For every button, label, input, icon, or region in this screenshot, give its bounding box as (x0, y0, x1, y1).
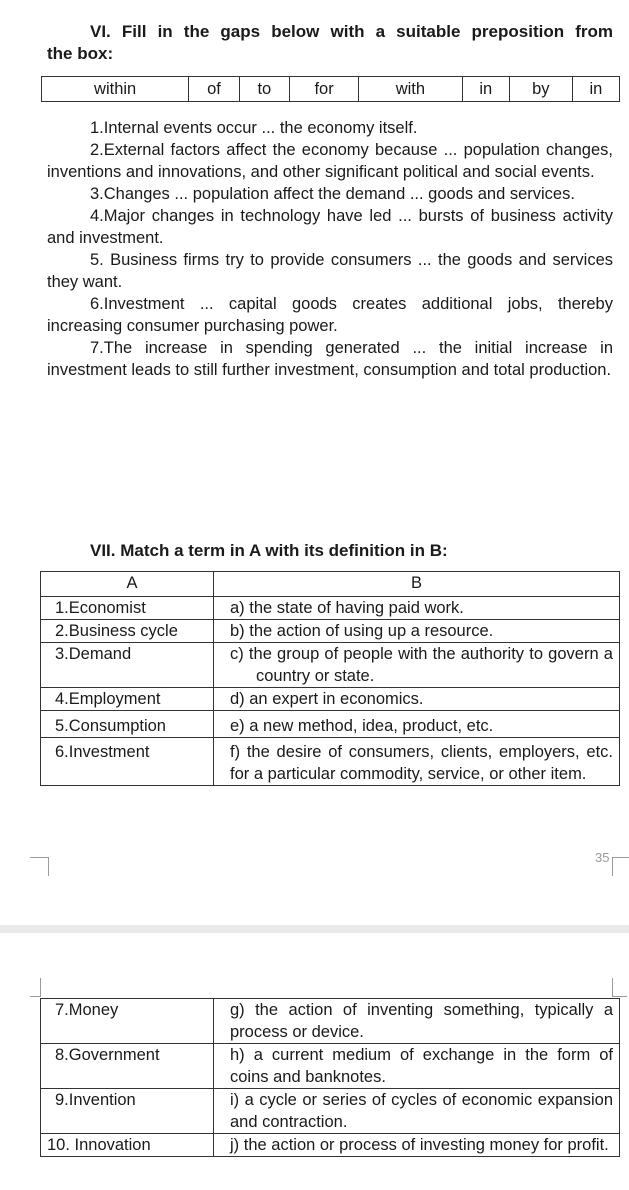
box-word: to (239, 77, 289, 102)
definition-text: c) the group of people with the authority to govern a country or state. (230, 645, 613, 685)
term-cell: 9.Invention (41, 1089, 214, 1134)
definition-cell (214, 999, 620, 1044)
definition-cell (214, 738, 620, 786)
definition-cell (214, 597, 620, 620)
definition-text: b) the action of using up a resource. (230, 622, 494, 640)
definition-text: h) a current medium of exchange in the form of coins and banknotes. (230, 1046, 613, 1086)
section-7-heading: VII. Match a term in A with its definition in B: (90, 541, 448, 560)
term-cell: 10. Innovation (41, 1134, 214, 1157)
definition-text: j) the action or process of investing money for profit. (230, 1136, 609, 1154)
table-row (41, 1089, 620, 1134)
definition-cell (214, 1134, 620, 1157)
page-two (0, 933, 629, 1190)
term-cell: 7.Money (41, 999, 214, 1044)
definition-cell (214, 688, 620, 711)
exercise-6-items (47, 117, 613, 381)
definition-text: d) an expert in economics. (230, 690, 424, 708)
exercise-item: 1.Internal events occur ... the economy itself. (90, 119, 418, 137)
section-6-heading-line2: the box: (47, 44, 114, 63)
exercise-item: 5. Business firms try to provide consumers ... the goods and services they want. (47, 251, 613, 291)
definition-cell (214, 1089, 620, 1134)
definition-text: a) the state of having paid work. (230, 599, 464, 617)
term-cell: 4.Employment (41, 688, 214, 711)
box-word: by (509, 77, 572, 102)
section-6-heading (47, 21, 613, 65)
term-cell: 5.Consumption (41, 711, 214, 738)
term-cell: 8.Government (41, 1044, 214, 1089)
matching-table (40, 571, 620, 786)
page-number: 35 (595, 850, 610, 865)
exercise-item: 2.External factors affect the economy because ... population changes, inventions and innovations, and other significant political and social events. (47, 141, 613, 181)
box-word: of (189, 77, 239, 102)
definition-cell (214, 620, 620, 643)
table-row (41, 999, 620, 1044)
table-row (41, 688, 620, 711)
definition-text: g) the action of inventing something, typically a process or device. (230, 1001, 613, 1041)
table-row (41, 1134, 620, 1157)
term-cell: 1.Economist (41, 597, 214, 620)
box-word: in (462, 77, 509, 102)
table-row (41, 597, 620, 620)
crop-mark (30, 857, 49, 876)
column-b-header: B (214, 572, 620, 597)
table-row (41, 1044, 620, 1089)
definition-cell (214, 643, 620, 688)
term-cell: 6.Investment (41, 738, 214, 786)
page-separator (0, 925, 629, 933)
crop-mark (612, 857, 629, 876)
crop-mark (612, 978, 627, 997)
section-6-heading-line1: VI. Fill in the gaps below with a suitable preposition from (90, 22, 613, 41)
box-word: within (42, 77, 189, 102)
term-cell: 3.Demand (41, 643, 214, 688)
term-text: 2.Business cycle (55, 622, 178, 640)
matching-table-continued (40, 998, 620, 1157)
table-row (41, 738, 620, 786)
table-row (41, 643, 620, 688)
definition-text: e) a new method, idea, product, etc. (230, 717, 494, 735)
box-word: in (572, 77, 619, 102)
column-a-header: A (41, 572, 214, 597)
exercise-item: 4.Major changes in technology have led ... bursts of business activity and investment. (47, 207, 613, 247)
table-row (41, 711, 620, 738)
definition-cell (214, 1044, 620, 1089)
definition-text: f) the desire of consumers, clients, employers, etc. for a particular commodity, service, or other item. (230, 743, 613, 783)
definition-cell (214, 711, 620, 738)
crop-mark (30, 978, 41, 997)
box-word: with (359, 77, 463, 102)
exercise-item: 6.Investment ... capital goods creates additional jobs, thereby increasing consumer purchasing power. (47, 295, 613, 335)
term-cell (41, 620, 214, 643)
exercise-item: 7.The increase in spending generated ... the initial increase in investment leads to still further investment, consumption and total production. (47, 339, 613, 379)
table-row (41, 620, 620, 643)
exercise-item: 3.Changes ... population affect the demand ... goods and services. (90, 185, 575, 203)
box-word: for (290, 77, 359, 102)
preposition-box (41, 76, 620, 102)
definition-text: i) a cycle or series of cycles of economic expansion and contraction. (230, 1091, 613, 1131)
